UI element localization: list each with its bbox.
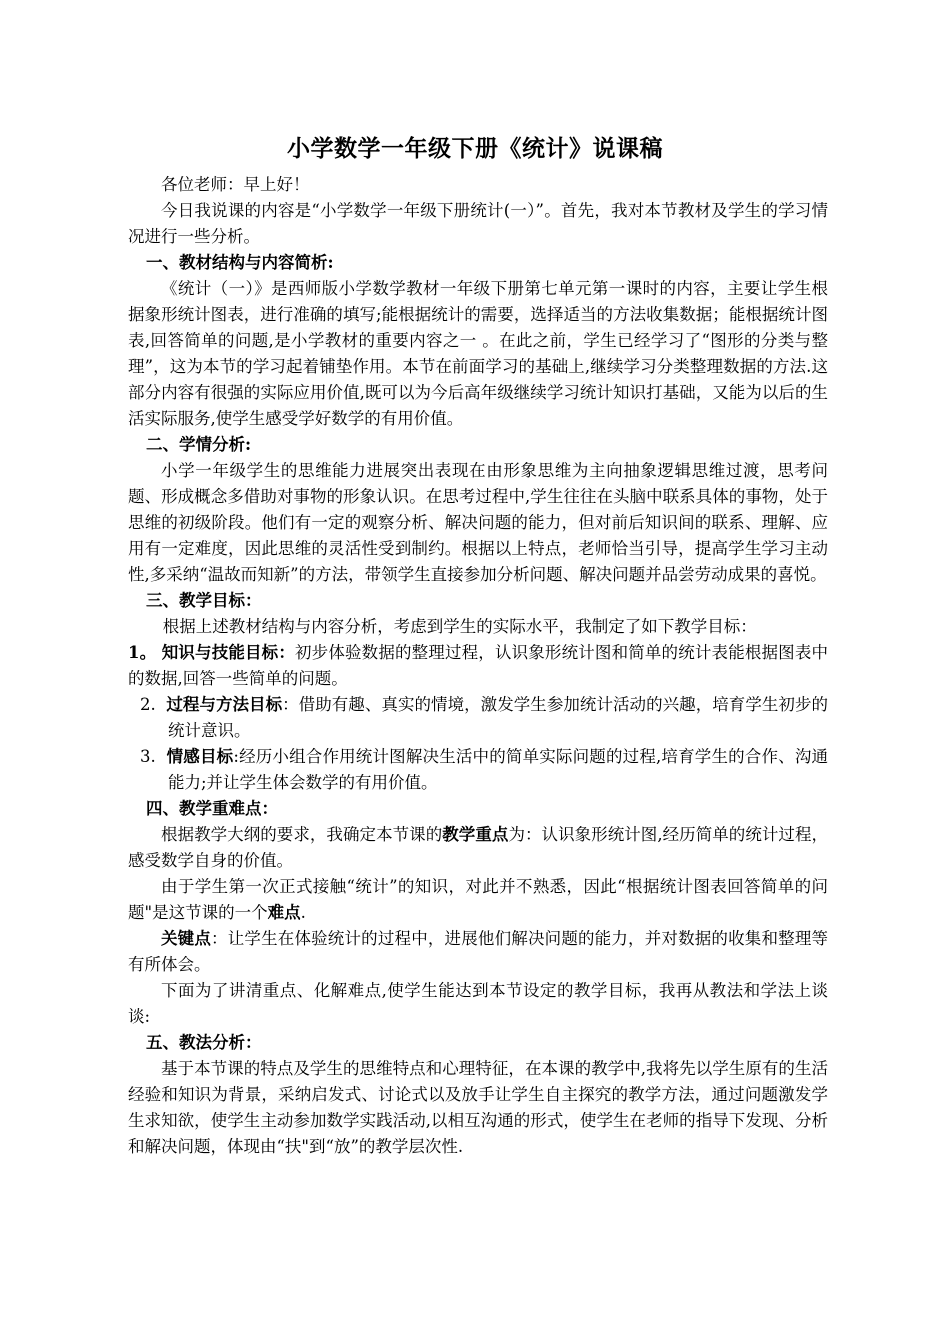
section-heading-5: 五、教法分析： <box>146 1033 262 1052</box>
document-title: 小学数学一年级下册《统计》说课稿 <box>287 135 663 162</box>
goal-1-number: 1。 <box>128 643 157 662</box>
goal-1 <box>128 640 828 692</box>
para-1-post: 为：认识象形统计图,经历简单的统计过程，感受数学自身的价值。 <box>128 825 829 870</box>
goal-3 <box>128 744 828 796</box>
section-1-text: 《统计（一）》是西师版小学数学教材一年级下册第七单元第一课时的内容，主要让学生根据象形统计图表，进行准确的填写;能根据统计的需要，选择适当的方法收集数据；能根据统计图表,回答简单的问题,是小学教材的重要内容之一 。在此之前，学生已经学习了“图形的分类与整理”，这为本节的学习起着铺垫作用。本节在前面学习的基础上,继续学习分类整理数据的方法.这部分内容有很强的实际应用价值,既可以为今后高年级继续学习统计知识打基础，又能为以后的生活实际服务,使学生感受学好数学的有用价值。 <box>128 279 828 428</box>
section-4-para-4: 下面为了讲清重点、化解难点,使学生能达到本节设定的教学目标，我再从教法和学法上谈谈: <box>128 981 828 1026</box>
section-4-para-1 <box>128 822 828 874</box>
para-1-pre: 根据教学大纲的要求，我确定本节课的 <box>161 825 443 844</box>
para-2-pre: 由于学生第一次正式接触“统计”的知识，对此并不熟悉，因此“根据统计图表回答简单的问题"是这节课的一个 <box>128 877 828 922</box>
section-heading-4: 四、教学重难点： <box>146 799 278 818</box>
teaching-focus-label: 教学重点 <box>442 825 509 844</box>
goal-1-text: 初步体验数据的整理过程，认识象形统计图和简单的统计表能根据图表中的数据,回答一些简单的问题。 <box>128 643 829 688</box>
goal-2 <box>128 692 828 744</box>
para-3-post: ：让学生在体验统计的过程中，进展他们解决问题的能力，并对数据的收集和整理等有所体会。 <box>128 929 829 974</box>
section-4-para-2 <box>128 874 828 926</box>
difficulty-label: 难点 <box>267 903 301 922</box>
goal-3-text: :经历小组合作用统计图解决生活中的简单实际问题的过程,培育学生的合作、沟通能力;并让学生体会数学的有用价值。 <box>168 747 829 792</box>
section-heading-1: 一、教材结构与内容简析: <box>146 253 334 272</box>
greeting: 各位老师：早上好！ <box>161 175 310 194</box>
intro-paragraph: 今日我说课的内容是“小学数学一年级下册统计(一）”。首先，我对本节教材及学生的学习情况进行一些分析。 <box>128 201 828 246</box>
document-body <box>128 172 828 1160</box>
goal-2-text: ：借助有趣、真实的情境，激发学生参加统计活动的兴趣，培育学生初步的统计意识。 <box>168 695 829 740</box>
key-point-label: 关键点 <box>161 929 212 948</box>
section-heading-2: 二、学情分析: <box>146 435 252 454</box>
section-4-para-3 <box>128 926 828 978</box>
goal-3-number: 3. <box>140 747 156 766</box>
para-2-post: . <box>300 903 306 922</box>
goal-3-label: 情感目标 <box>166 747 234 766</box>
goal-2-label: 过程与方法目标 <box>166 695 283 714</box>
section-5-text: 基于本节课的特点及学生的思维特点和心理特征，在本课的教学中,我将先以学生原有的生活经验和知识为背景，采纳启发式、讨论式以及放手让学生自主探究的教学方法，通过问题激发学生求知欲，使学生主动参加数学实践活动,以相互沟通的形式，使学生在老师的指导下发现、分析和解决问题，体现由“扶"到“放”的教学层次性. <box>128 1059 828 1156</box>
goal-1-label: 知识与技能目标： <box>161 643 296 662</box>
section-3-intro: 根据上述教材结构与内容分析，考虑到学生的实际水平，我制定了如下教学目标： <box>162 617 757 636</box>
section-heading-3: 三、教学目标： <box>146 591 262 610</box>
section-2-text: 小学一年级学生的思维能力进展突出表现在由形象思维为主向抽象逻辑思维过渡，思考问题、形成概念多借助对事物的形象认识。在思考过程中,学生往往在头脑中联系具体的事物，处于思维的初级阶段。他们有一定的观察分析、解决问题的能力，但对前后知识间的联系、理解、应用有一定难度，因此思维的灵活性受到制约。根据以上特点，老师恰当引导，提高学生学习主动性,多采纳“温故而知新”的方法，带领学生直接参加分析问题、解决问题并品尝劳动成果的喜悦。 <box>128 461 828 584</box>
goal-2-number: 2. <box>140 695 156 714</box>
